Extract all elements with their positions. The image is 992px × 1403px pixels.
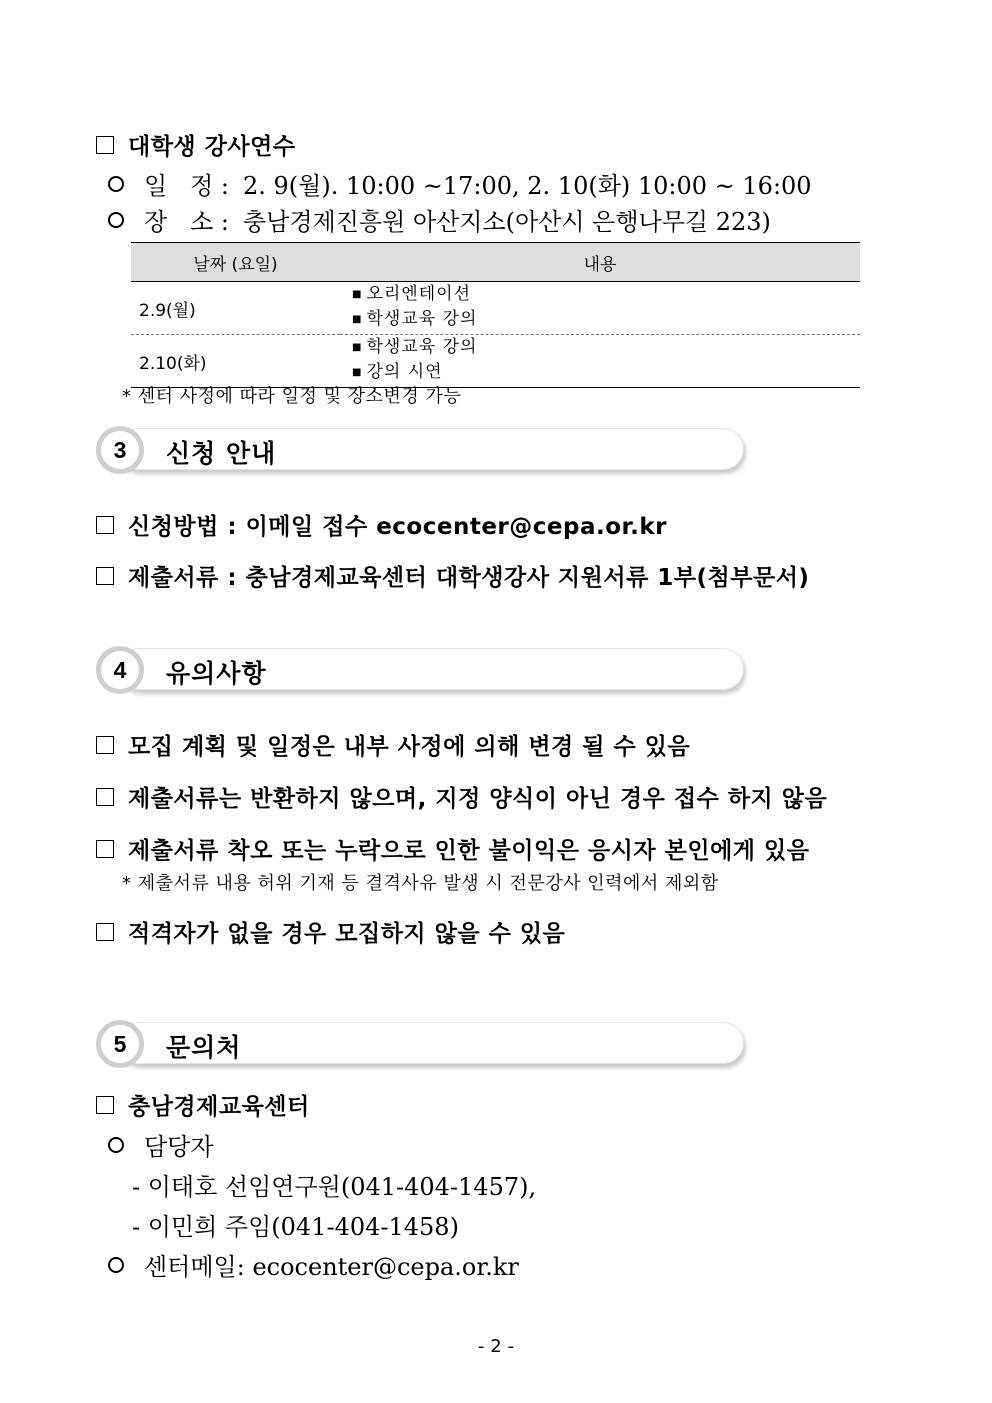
row-content xyxy=(340,282,860,335)
training-heading xyxy=(96,128,296,161)
contact-entry: - 이민희 주임(041-404-1458) xyxy=(132,1213,459,1241)
place-line xyxy=(108,202,771,237)
table-row xyxy=(131,282,860,335)
section-title: 신청 안내 xyxy=(166,439,277,468)
schedule-label: 일 정 : xyxy=(144,172,229,200)
apply-method xyxy=(96,508,667,541)
submit-docs-text: 제출서류 : 충남경제교육센터 대학생강사 지원서류 1부(첨부문서) xyxy=(128,565,810,591)
table-row xyxy=(131,335,860,388)
section-title: 유의사항 xyxy=(166,659,267,688)
circle-bullet-icon xyxy=(108,212,124,228)
circle-bullet-icon xyxy=(108,1137,124,1153)
checkbox-square-icon xyxy=(96,840,114,858)
email-line xyxy=(108,1247,519,1282)
contact-org-text: 충남경제교육센터 xyxy=(128,1094,310,1120)
notice-item xyxy=(96,728,690,761)
place-label: 장 소 : xyxy=(144,208,229,236)
content-item: ■ 오리엔테이션 xyxy=(352,283,859,308)
section-title: 문의처 xyxy=(166,1033,242,1062)
row-date: 2.9(월) xyxy=(131,282,340,335)
submit-docs xyxy=(96,559,809,592)
circle-bullet-icon xyxy=(108,1257,124,1273)
schedule-table xyxy=(131,242,860,388)
content-item: ■ 학생교육 강의 xyxy=(352,336,859,361)
contact-label: 담당자 xyxy=(144,1133,214,1161)
contact-entry: - 이태호 선임연구원(041-404-1457), xyxy=(132,1173,537,1201)
email-text: 센터메일: ecocenter@cepa.or.kr xyxy=(144,1253,519,1281)
row-date: 2.10(화) xyxy=(131,335,340,388)
notice-item xyxy=(96,832,809,865)
section-5-header xyxy=(96,1022,746,1068)
header-content: 내용 xyxy=(340,243,860,282)
schedule-value: 2. 9(월). 10:00 ~17:00, 2. 10(화) 10:00 ~ 16:00 xyxy=(242,172,812,200)
row-content xyxy=(340,335,860,388)
checkbox-square-icon xyxy=(96,136,114,154)
checkbox-square-icon xyxy=(96,1096,114,1114)
schedule-line xyxy=(108,166,812,201)
page-number: - 2 - xyxy=(478,1336,514,1357)
training-note: * 센터 사정에 따라 일정 및 장소변경 가능 xyxy=(122,386,462,407)
notice-text: 제출서류는 반환하지 않으며, 지정 양식이 아닌 경우 접수 하지 않음 xyxy=(128,786,828,812)
header-date: 날짜 (요일) xyxy=(131,243,340,282)
circle-bullet-icon xyxy=(108,176,124,192)
notice-text: 모집 계획 및 일정은 내부 사정에 의해 변경 될 수 있음 xyxy=(128,734,691,760)
checkbox-square-icon xyxy=(96,736,114,754)
content-item: ■ 학생교육 강의 xyxy=(352,308,859,333)
notice-text: 적격자가 없을 경우 모집하지 않을 수 있음 xyxy=(128,921,566,947)
section-number-badge: 4 xyxy=(96,646,144,694)
place-value: 충남경제진흥원 아산지소(아산시 은행나무길 223) xyxy=(242,208,771,236)
notice-note: * 제출서류 내용 허위 기재 등 결격사유 발생 시 전문강사 인력에서 제외함 xyxy=(122,873,719,894)
section-number-badge: 3 xyxy=(96,426,144,474)
apply-method-text: 신청방법 : 이메일 접수 ecocenter@cepa.or.kr xyxy=(128,514,667,540)
section-3-header xyxy=(96,428,746,474)
section-4-header xyxy=(96,648,746,694)
checkbox-square-icon xyxy=(96,788,114,806)
contact-person-line xyxy=(108,1127,214,1162)
content-item: ■ 강의 시연 xyxy=(352,361,859,386)
table-header-row xyxy=(131,243,860,282)
training-heading-text: 대학생 강사연수 xyxy=(128,134,296,160)
checkbox-square-icon xyxy=(96,567,114,585)
checkbox-square-icon xyxy=(96,923,114,941)
notice-text: 제출서류 착오 또는 누락으로 인한 불이익은 응시자 본인에게 있음 xyxy=(128,838,810,864)
checkbox-square-icon xyxy=(96,516,114,534)
contact-org xyxy=(96,1088,310,1121)
section-number-badge: 5 xyxy=(96,1020,144,1068)
notice-item xyxy=(96,780,827,813)
notice-item xyxy=(96,915,565,948)
